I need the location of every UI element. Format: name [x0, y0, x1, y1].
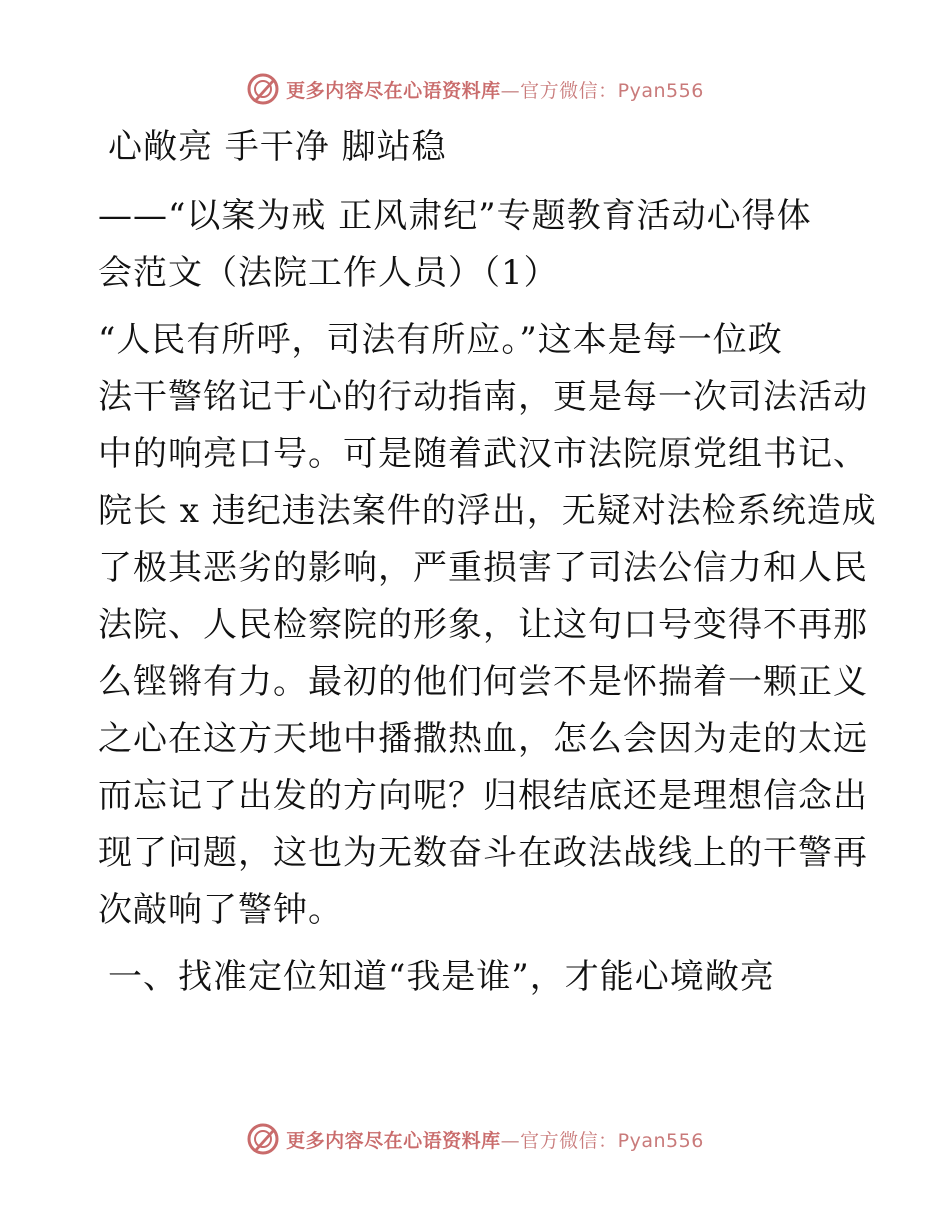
section-heading: 一、找准定位知道“我是谁”，才能心境敞亮 — [108, 957, 775, 997]
paragraph-line: 么铿锵有力。最初的他们何尝不是怀揣着一颗正义 — [98, 662, 868, 702]
document-subtitle — [98, 188, 858, 302]
watermark-text: 更多内容尽在心语资料库—官方微信：Pyan556 — [286, 79, 704, 102]
body-paragraph — [98, 312, 877, 939]
pen-circle-logo-icon — [246, 72, 280, 106]
paragraph-line: 法院、人民检察院的形象，让这句口号变得不再那 — [98, 605, 868, 645]
pen-circle-logo-icon — [246, 1122, 280, 1156]
subtitle-line: ——“以案为戒 正风肃纪”专题教育活动心得体 — [98, 196, 812, 236]
footer-watermark — [0, 1122, 950, 1156]
paragraph-line: 院长 x 违纪违法案件的浮出，无疑对法检系统造成 — [98, 491, 877, 531]
paragraph-line: 法干警铭记于心的行动指南，更是每一次司法活动 — [98, 377, 868, 417]
paragraph-line: 次敲响了警钟。 — [98, 890, 343, 930]
document-title: 心敞亮 手干净 脚站稳 — [108, 127, 447, 167]
paragraph-line: 了极其恶劣的影响，严重损害了司法公信力和人民 — [98, 548, 868, 588]
paragraph-line: 之心在这方天地中播撒热血，怎么会因为走的太远 — [98, 719, 868, 759]
watermark-text: 更多内容尽在心语资料库—官方微信：Pyan556 — [286, 1129, 704, 1152]
paragraph-line: 而忘记了出发的方向呢？归根结底还是理想信念出 — [98, 776, 868, 816]
header-watermark — [0, 72, 950, 106]
document-body — [98, 118, 877, 1006]
paragraph-line: “人民有所呼，司法有所应。”这本是每一位政 — [98, 320, 783, 360]
paragraph-line: 中的响亮口号。可是随着武汉市法院原党组书记、 — [98, 434, 868, 474]
subtitle-line: 会范文（法院工作人员）（1） — [98, 253, 559, 293]
paragraph-line: 现了问题，这也为无数奋斗在政法战线上的干警再 — [98, 833, 868, 873]
